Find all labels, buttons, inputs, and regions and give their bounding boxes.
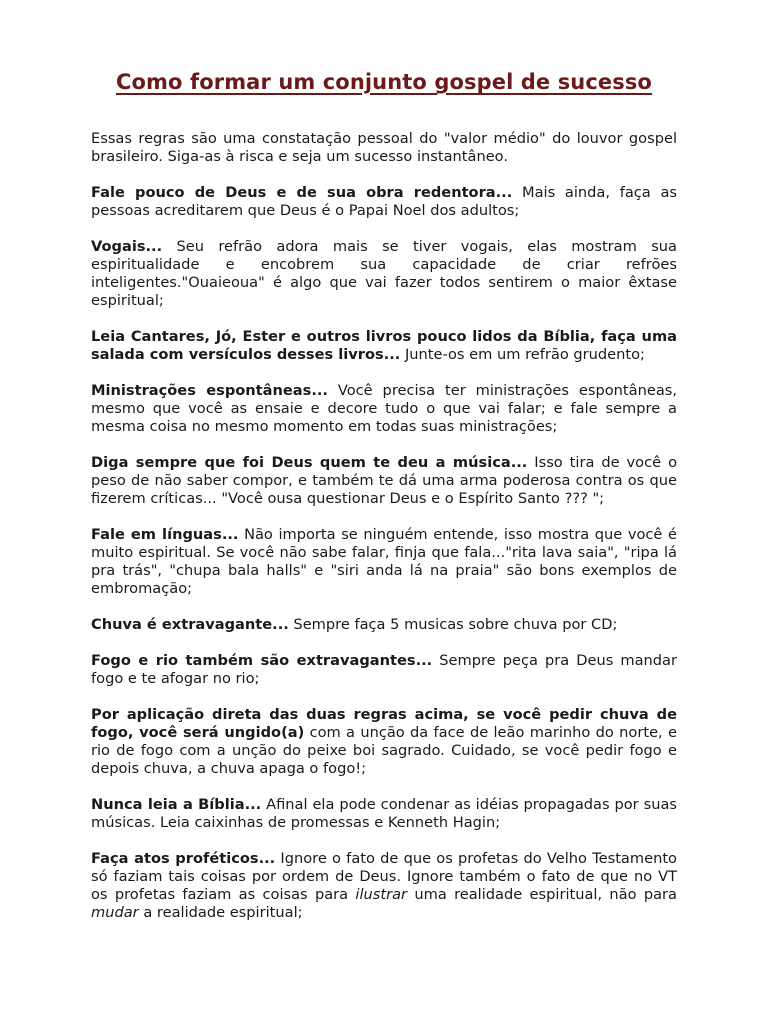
rule-heading: Fale pouco de Deus e de sua obra redentora... xyxy=(91,184,513,201)
rule-text: com a unção da face de leão marinho do norte, e rio de fogo com a unção do peixe boi sagrado. Cuidado, se você pedir fogo e depois chuva, a chuva apaga o fogo!; xyxy=(91,724,677,777)
rule-heading: Faça atos proféticos... xyxy=(91,850,276,867)
rule-heading: Nunca leia a Bíblia... xyxy=(91,796,262,813)
rule-heading: Vogais... xyxy=(91,238,163,255)
rule-text: Ignore o fato de que os profetas do Velho Testamento só faziam tais coisas por ordem de Deus. Ignore também o fato de que no VT os profetas faziam as coisas para xyxy=(91,850,677,903)
italic-word: ilustrar xyxy=(355,886,408,903)
rule-paragraph xyxy=(91,706,677,778)
rule-text: Sempre faça 5 musicas sobre chuva por CD; xyxy=(288,616,618,633)
intro-paragraph: Essas regras são uma constatação pessoal do "valor médio" do louvor gospel brasileiro. Siga-as à risca e seja um sucesso instantâneo. xyxy=(91,130,677,165)
rule-heading: Diga sempre que foi Deus quem te deu a música... xyxy=(91,454,528,471)
rule-text: Sempre peça pra Deus mandar fogo e te afogar no rio; xyxy=(91,652,677,687)
document-title: Como formar um conjunto gospel de sucesso xyxy=(116,70,652,94)
rule-heading: Chuva é extravagante... xyxy=(91,616,289,633)
rule-paragraph xyxy=(91,184,677,220)
rule-paragraph xyxy=(91,382,677,436)
rule-paragraph xyxy=(91,526,677,598)
rule-paragraph xyxy=(91,616,677,634)
rule-heading: Ministrações espontâneas... xyxy=(91,382,328,399)
rule-heading: Leia Cantares, Jó, Ester e outros livros pouco lidos da Bíblia, faça uma salada com versículos desses livros... xyxy=(91,328,677,363)
rule-text: Não importa se ninguém entende, isso mostra que você é muito espiritual. Se você não sabe falar, finja que fala..."rita lava saia", "ripa lá pra trás", "chupa bala halls" e "siri anda lá na praia" são bons exemplos de embromação; xyxy=(91,526,677,597)
rule-paragraph-last xyxy=(91,850,677,922)
document-page xyxy=(91,70,677,940)
rule-paragraph xyxy=(91,796,677,832)
rule-text: a realidade espiritual; xyxy=(138,904,303,921)
rule-paragraph xyxy=(91,454,677,508)
rule-text: Afinal ela pode condenar as idéias propagadas por suas músicas. Leia caixinhas de promessas e Kenneth Hagin; xyxy=(91,796,677,831)
rule-text: Junte-os em um refrão grudento; xyxy=(400,346,645,363)
rule-text: Seu refrão adora mais se tiver vogais, elas mostram sua espiritualidade e encobrem sua capacidade de criar refrões inteligentes."Ouaieoua" é algo que vai fazer todos sentirem o maior êxtase espiritual; xyxy=(91,238,677,309)
rule-text: Você precisa ter ministrações espontâneas, mesmo que você as ensaie e decore tudo o que vai falar; e fale sempre a mesma coisa no mesmo momento em todas suas ministrações; xyxy=(91,382,677,435)
rule-paragraph xyxy=(91,652,677,688)
rule-paragraph xyxy=(91,238,677,310)
rule-heading: Por aplicação direta das duas regras acima, se você pedir chuva de fogo, você será ungido(a) xyxy=(91,706,677,741)
italic-word: mudar xyxy=(91,904,139,921)
rule-text: Isso tira de você o peso de não saber compor, e também te dá uma arma poderosa contra os que fizerem críticas... "Você ousa questionar Deus e o Espírito Santo ??? "; xyxy=(91,454,677,507)
rule-text: uma realidade espiritual, não para xyxy=(407,886,677,903)
rule-heading: Fogo e rio também são extravagantes... xyxy=(91,652,433,669)
rule-heading: Fale em línguas... xyxy=(91,526,239,543)
rule-paragraph xyxy=(91,328,677,364)
rule-text: Mais ainda, faça as pessoas acreditarem que Deus é o Papai Noel dos adultos; xyxy=(91,184,677,219)
